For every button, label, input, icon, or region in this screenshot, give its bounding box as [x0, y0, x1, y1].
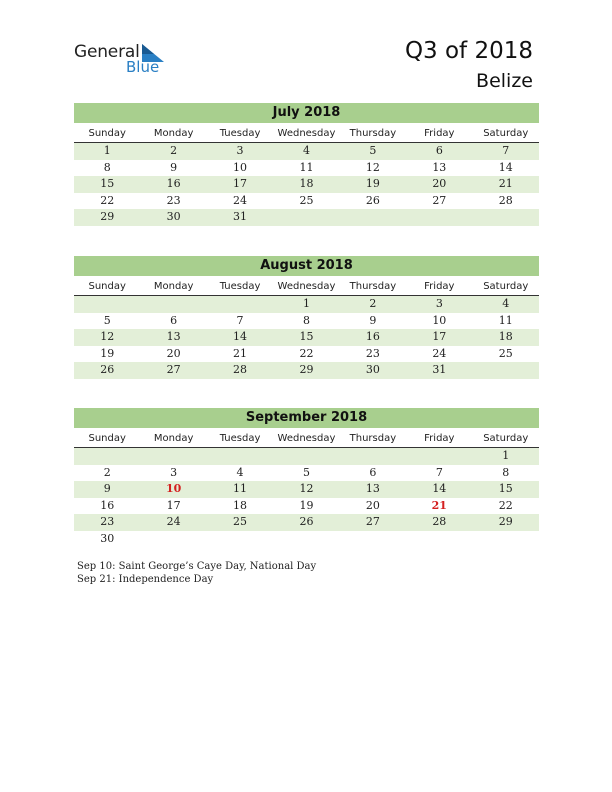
day-cell: 9 — [170, 160, 178, 174]
day-cell: 24 — [233, 193, 248, 207]
day-cell: 5 — [103, 313, 111, 327]
weekday-label: Wednesday — [277, 281, 336, 292]
week-row — [74, 176, 539, 193]
day-cell: 4 — [236, 465, 244, 479]
day-cell: 17 — [233, 177, 248, 191]
month-title: August 2018 — [74, 256, 539, 276]
day-cell — [473, 531, 539, 548]
day-cell: 3 — [236, 144, 244, 157]
day-cell — [140, 448, 206, 465]
weekday-header-row — [74, 127, 539, 143]
day-cell: 27 — [432, 193, 447, 207]
day-cell — [74, 448, 140, 465]
day-cell: 4 — [502, 297, 510, 310]
day-cell: 28 — [498, 193, 513, 207]
day-cell — [406, 531, 472, 548]
day-cell — [340, 531, 406, 548]
day-cell: 19 — [365, 177, 380, 191]
day-cell: 2 — [170, 144, 178, 157]
day-cell: 8 — [103, 160, 111, 174]
weekday-label: Thursday — [349, 128, 397, 139]
week-row — [74, 465, 539, 482]
day-cell: 23 — [100, 515, 115, 529]
day-cell: 30 — [365, 363, 380, 377]
day-cell: 30 — [166, 210, 181, 224]
week-row — [74, 193, 539, 210]
logo — [74, 42, 174, 78]
day-cell: 9 — [369, 313, 377, 327]
day-cell: 7 — [435, 465, 443, 479]
day-cell: 12 — [365, 160, 380, 174]
weekday-label: Saturday — [483, 128, 529, 139]
holiday-notes — [77, 560, 316, 586]
weekday-label: Saturday — [483, 433, 529, 444]
weekday-label: Sunday — [88, 281, 126, 292]
weekday-label: Sunday — [88, 128, 126, 139]
day-cell: 8 — [502, 465, 510, 479]
day-cell: 6 — [369, 465, 377, 479]
day-cell: 6 — [435, 144, 443, 157]
day-cell: 20 — [166, 346, 181, 360]
week-row — [74, 498, 539, 515]
holiday-note: Sep 21: Independence Day — [77, 574, 214, 585]
day-cell — [473, 362, 539, 379]
weekday-label: Monday — [153, 128, 194, 139]
weekday-label: Wednesday — [277, 128, 336, 139]
day-cell — [140, 531, 206, 548]
day-cell: 14 — [498, 160, 513, 174]
day-cell: 10 — [165, 482, 182, 496]
day-cell: 3 — [435, 297, 443, 310]
day-cell: 29 — [299, 363, 314, 377]
day-cell: 24 — [432, 346, 447, 360]
day-cell: 25 — [233, 515, 248, 529]
day-cell: 28 — [432, 515, 447, 529]
weekday-label: Tuesday — [219, 128, 261, 139]
day-cell: 18 — [233, 498, 248, 512]
day-cell: 26 — [299, 515, 314, 529]
day-cell: 13 — [432, 160, 447, 174]
day-cell: 13 — [166, 330, 181, 344]
country-name: Belize — [476, 70, 533, 92]
day-cell: 19 — [100, 346, 115, 360]
day-cell: 29 — [498, 515, 513, 529]
day-cell: 10 — [432, 313, 447, 327]
day-cell: 8 — [302, 313, 310, 327]
month-calendar-august — [74, 256, 539, 379]
day-cell: 30 — [100, 531, 115, 545]
weekday-label: Friday — [424, 281, 455, 292]
day-cell: 16 — [100, 498, 115, 512]
day-cell — [273, 209, 339, 226]
day-cell: 17 — [166, 498, 181, 512]
day-cell — [74, 296, 140, 313]
weekday-header-row — [74, 280, 539, 296]
day-cell: 9 — [103, 482, 111, 496]
day-cell: 23 — [365, 346, 380, 360]
day-cell: 14 — [432, 482, 447, 496]
week-row — [74, 514, 539, 531]
weekday-label: Tuesday — [219, 281, 261, 292]
day-cell: 5 — [369, 144, 377, 157]
day-cell: 24 — [166, 515, 181, 529]
weekday-label: Monday — [153, 433, 194, 444]
month-title: September 2018 — [74, 408, 539, 428]
day-cell: 27 — [365, 515, 380, 529]
weekday-header-row — [74, 432, 539, 448]
week-row — [74, 296, 539, 313]
day-cell: 7 — [502, 144, 510, 157]
day-cell: 1 — [103, 144, 111, 157]
day-cell: 20 — [365, 498, 380, 512]
day-cell: 21 — [233, 346, 248, 360]
weekday-label: Wednesday — [277, 433, 336, 444]
day-cell: 31 — [432, 363, 447, 377]
day-cell: 19 — [299, 498, 314, 512]
weekday-label: Thursday — [349, 433, 397, 444]
day-cell: 15 — [299, 330, 314, 344]
holiday-note: Sep 10: Saint George’s Caye Day, National Day — [77, 561, 317, 572]
day-cell: 11 — [233, 482, 248, 496]
day-cell: 21 — [431, 498, 447, 512]
day-cell — [273, 448, 339, 465]
day-cell: 7 — [236, 313, 244, 327]
day-cell: 29 — [100, 210, 115, 224]
month-calendar-july — [74, 103, 539, 226]
day-cell: 13 — [365, 482, 380, 496]
day-cell: 1 — [502, 449, 510, 462]
day-cell: 4 — [302, 144, 310, 157]
day-cell: 18 — [498, 330, 513, 344]
day-cell: 6 — [170, 313, 178, 327]
day-cell: 11 — [299, 160, 314, 174]
day-cell: 26 — [100, 363, 115, 377]
day-cell: 17 — [432, 330, 447, 344]
week-row — [74, 160, 539, 177]
day-cell — [140, 296, 206, 313]
day-cell: 27 — [166, 363, 181, 377]
day-cell: 31 — [233, 210, 248, 224]
day-cell: 22 — [100, 193, 115, 207]
logo-blue-text: Blue — [126, 58, 160, 76]
day-cell: 12 — [100, 330, 115, 344]
day-cell: 20 — [432, 177, 447, 191]
week-row — [74, 313, 539, 330]
day-cell: 22 — [299, 346, 314, 360]
day-cell: 23 — [166, 193, 181, 207]
day-cell: 22 — [498, 498, 513, 512]
day-cell: 15 — [100, 177, 115, 191]
week-row — [74, 481, 539, 498]
day-cell: 5 — [302, 465, 310, 479]
day-cell: 11 — [498, 313, 513, 327]
day-cell — [406, 209, 472, 226]
day-cell: 16 — [365, 330, 380, 344]
day-cell: 28 — [233, 363, 248, 377]
day-cell — [340, 209, 406, 226]
page-title: Q3 of 2018 — [404, 38, 533, 64]
week-row — [74, 143, 539, 160]
day-cell — [207, 448, 273, 465]
day-cell: 16 — [166, 177, 181, 191]
month-calendar-september — [74, 408, 539, 548]
day-cell: 2 — [369, 297, 377, 310]
day-cell: 2 — [103, 465, 111, 479]
day-cell: 12 — [299, 482, 314, 496]
weekday-label: Friday — [424, 433, 455, 444]
day-cell: 3 — [170, 465, 178, 479]
week-row — [74, 329, 539, 346]
month-title: July 2018 — [74, 103, 539, 123]
week-row — [74, 209, 539, 226]
day-cell — [207, 531, 273, 548]
day-cell — [340, 448, 406, 465]
weekday-label: Friday — [424, 128, 455, 139]
day-cell: 15 — [498, 482, 513, 496]
day-cell — [473, 209, 539, 226]
week-row — [74, 531, 539, 548]
weekday-label: Monday — [153, 281, 194, 292]
day-cell — [406, 448, 472, 465]
logo-general-text: General — [74, 42, 140, 62]
day-cell — [273, 531, 339, 548]
day-cell: 10 — [233, 160, 248, 174]
weekday-label: Tuesday — [219, 433, 261, 444]
weekday-label: Thursday — [349, 281, 397, 292]
day-cell: 25 — [498, 346, 513, 360]
week-row — [74, 346, 539, 363]
day-cell: 18 — [299, 177, 314, 191]
weekday-label: Sunday — [88, 433, 126, 444]
day-cell: 21 — [498, 177, 513, 191]
day-cell: 14 — [233, 330, 248, 344]
day-cell — [207, 296, 273, 313]
day-cell: 25 — [299, 193, 314, 207]
week-row — [74, 362, 539, 379]
day-cell: 26 — [365, 193, 380, 207]
weekday-label: Saturday — [483, 281, 529, 292]
day-cell: 1 — [302, 297, 310, 310]
week-row — [74, 448, 539, 465]
